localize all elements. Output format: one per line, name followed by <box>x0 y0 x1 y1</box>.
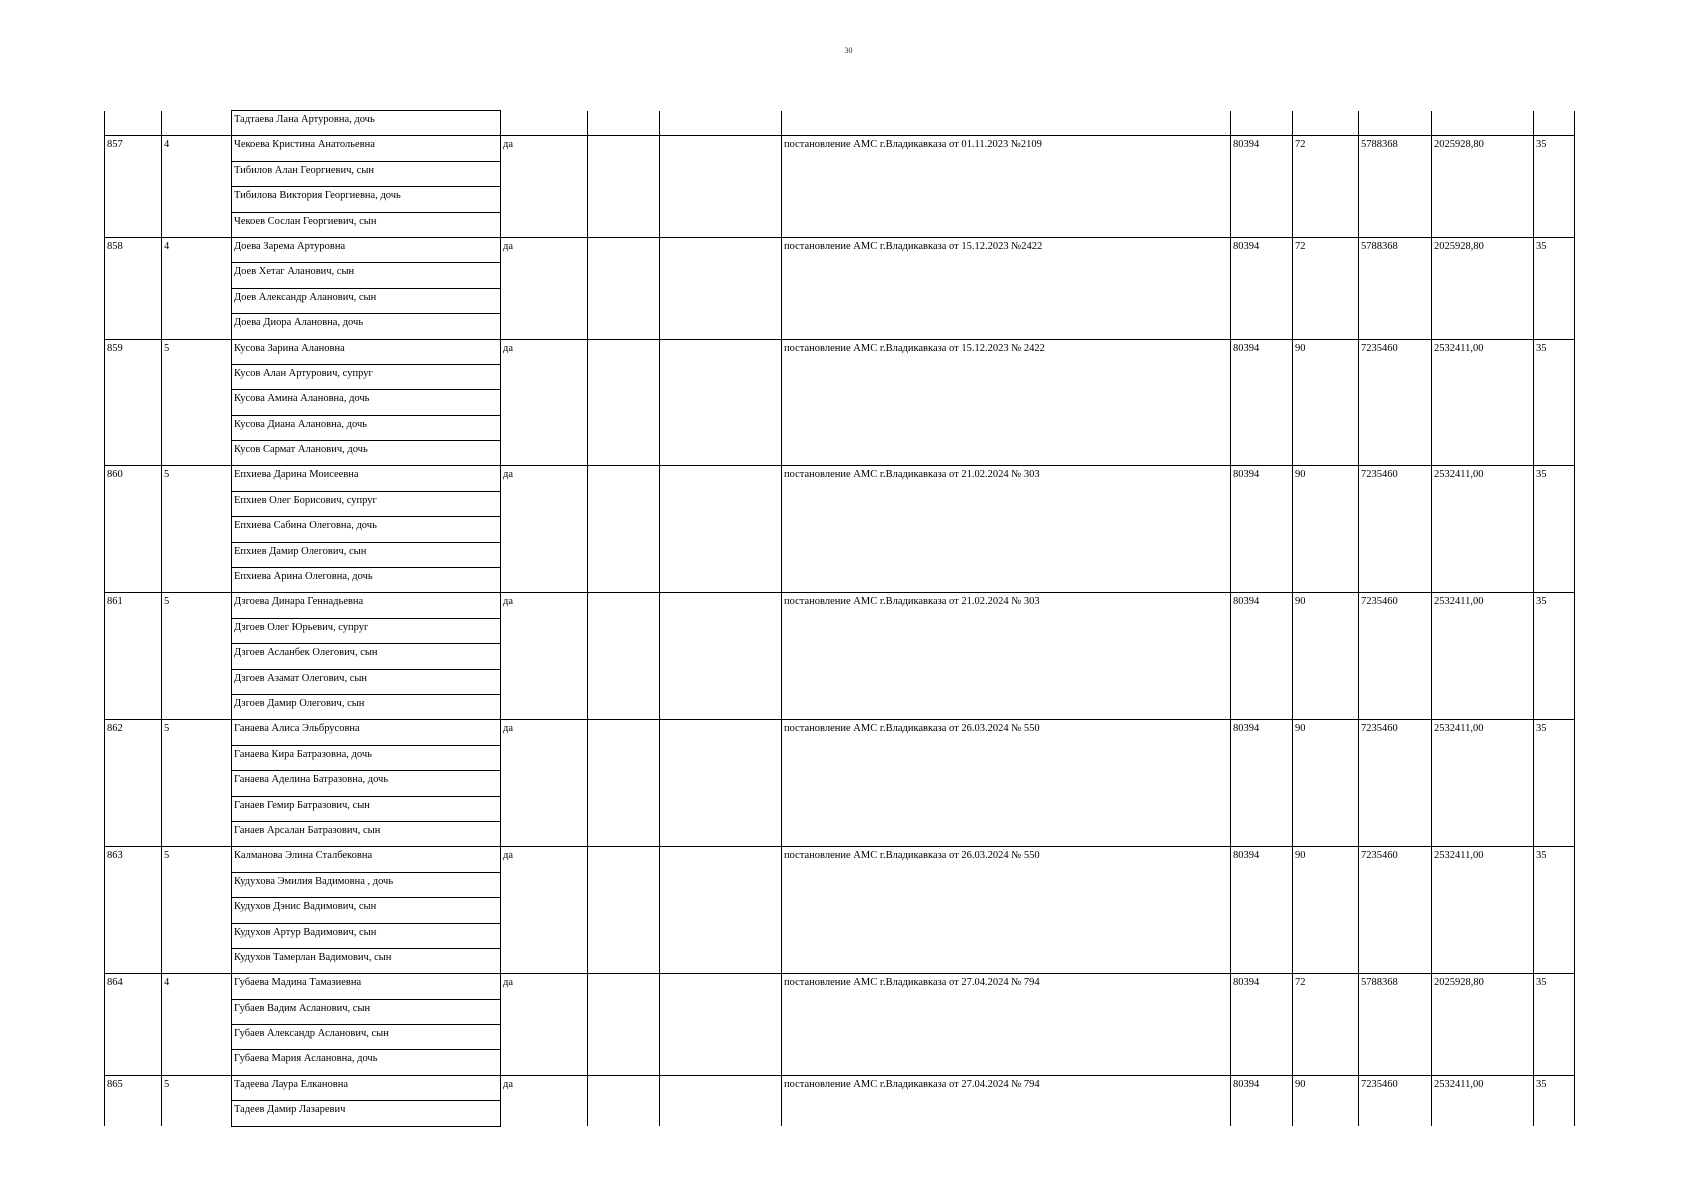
family-group-row <box>105 111 1575 136</box>
record-number: 859 <box>105 339 162 466</box>
empty-cell <box>660 974 782 1076</box>
family-size: 4 <box>162 136 232 238</box>
family-group-row <box>105 974 1575 999</box>
area-norm: 90 <box>1293 847 1359 974</box>
area-norm: 90 <box>1293 593 1359 720</box>
member-name: Доева Зарема Артуровна <box>232 237 501 262</box>
empty-cell <box>588 720 660 847</box>
family-group-row <box>105 466 1575 491</box>
basis-document: постановление АМС г.Владикавказа от 27.04.2024 № 794 <box>782 974 1231 1076</box>
agreed-status: да <box>501 720 588 847</box>
member-name: Доева Диора Алановна, дочь <box>232 314 501 339</box>
basis-document: постановление АМС г.Владикавказа от 27.04.2024 № 794 <box>782 1075 1231 1126</box>
subsidy-percent: 35 <box>1534 1075 1575 1126</box>
record-number <box>105 111 162 136</box>
family-group-row <box>105 720 1575 745</box>
basis-document <box>782 111 1231 136</box>
empty-cell <box>588 1075 660 1126</box>
basis-document: постановление АМС г.Владикавказа от 26.03.2024 № 550 <box>782 847 1231 974</box>
empty-cell <box>588 111 660 136</box>
member-name: Кудухова Эмилия Вадимовна , дочь <box>232 872 501 897</box>
area-norm: 72 <box>1293 974 1359 1076</box>
basis-document: постановление АМС г.Владикавказа от 21.02.2024 № 303 <box>782 593 1231 720</box>
empty-cell <box>588 847 660 974</box>
member-name: Кусова Зарина Алановна <box>232 339 501 364</box>
subsidy-percent: 35 <box>1534 466 1575 593</box>
family-size: 4 <box>162 974 232 1076</box>
record-number: 865 <box>105 1075 162 1126</box>
member-name: Ганаева Кира Батразовна, дочь <box>232 745 501 770</box>
subsidy-percent: 35 <box>1534 847 1575 974</box>
record-number: 858 <box>105 237 162 339</box>
family-size: 5 <box>162 1075 232 1126</box>
record-number: 862 <box>105 720 162 847</box>
agreed-status <box>501 111 588 136</box>
member-name: Чекоев Сослан Георгиевич, сын <box>232 212 501 237</box>
family-size <box>162 111 232 136</box>
agreed-status: да <box>501 136 588 238</box>
record-number: 861 <box>105 593 162 720</box>
empty-cell <box>660 136 782 238</box>
member-name: Губаева Мария Аслановна, дочь <box>232 1050 501 1075</box>
subsidy-percent: 35 <box>1534 593 1575 720</box>
member-name: Ганаева Аделина Батразовна, дочь <box>232 771 501 796</box>
agreed-status: да <box>501 974 588 1076</box>
member-name: Дзгоев Олег Юрьевич, супруг <box>232 618 501 643</box>
empty-cell <box>660 1075 782 1126</box>
agreed-status: да <box>501 339 588 466</box>
empty-cell <box>588 974 660 1076</box>
agreed-status: да <box>501 466 588 593</box>
member-name: Доев Александр Аланович, сын <box>232 288 501 313</box>
area-norm: 90 <box>1293 720 1359 847</box>
family-group-row <box>105 1075 1575 1100</box>
member-name: Епхиева Сабина Олеговна, дочь <box>232 517 501 542</box>
cost-per-sqm: 80394 <box>1231 593 1293 720</box>
member-name: Тадеева Лаура Елкановна <box>232 1075 501 1100</box>
family-size: 5 <box>162 339 232 466</box>
cost-per-sqm: 80394 <box>1231 466 1293 593</box>
area-norm: 90 <box>1293 339 1359 466</box>
basis-document: постановление АМС г.Владикавказа от 15.12.2023 №2422 <box>782 237 1231 339</box>
member-name: Кусов Сармат Аланович, дочь <box>232 441 501 466</box>
area-norm: 90 <box>1293 1075 1359 1126</box>
subsidy-amount: 2532411,00 <box>1432 1075 1534 1126</box>
member-name: Кудухов Артур Вадимович, сын <box>232 923 501 948</box>
empty-cell <box>660 111 782 136</box>
record-number: 860 <box>105 466 162 593</box>
member-name: Кудухов Дэнис Вадимович, сын <box>232 898 501 923</box>
record-number: 857 <box>105 136 162 238</box>
member-name: Епхиев Дамир Олегович, сын <box>232 542 501 567</box>
empty-cell <box>660 720 782 847</box>
member-name: Епхиева Арина Олеговна, дочь <box>232 568 501 593</box>
cost-per-sqm: 80394 <box>1231 1075 1293 1126</box>
area-norm: 72 <box>1293 136 1359 238</box>
record-number: 864 <box>105 974 162 1076</box>
total-cost: 7235460 <box>1359 339 1432 466</box>
empty-cell <box>660 847 782 974</box>
beneficiary-table <box>104 110 1575 1127</box>
subsidy-amount: 2025928,80 <box>1432 136 1534 238</box>
total-cost: 5788368 <box>1359 237 1432 339</box>
empty-cell <box>660 237 782 339</box>
cost-per-sqm: 80394 <box>1231 974 1293 1076</box>
family-size: 5 <box>162 847 232 974</box>
empty-cell <box>588 593 660 720</box>
area-norm <box>1293 111 1359 136</box>
agreed-status: да <box>501 593 588 720</box>
total-cost <box>1359 111 1432 136</box>
member-name: Губаев Александр Асланович, сын <box>232 1025 501 1050</box>
total-cost: 7235460 <box>1359 466 1432 593</box>
agreed-status: да <box>501 237 588 339</box>
subsidy-percent: 35 <box>1534 136 1575 238</box>
member-name: Доев Хетаг Аланович, сын <box>232 263 501 288</box>
cost-per-sqm: 80394 <box>1231 237 1293 339</box>
empty-cell <box>588 237 660 339</box>
member-name: Ганаева Алиса Эльбрусовна <box>232 720 501 745</box>
empty-cell <box>588 339 660 466</box>
subsidy-percent: 35 <box>1534 974 1575 1076</box>
member-name: Тадтаева Лана Артуровна, дочь <box>232 111 501 136</box>
member-name: Кусова Амина Алановна, дочь <box>232 390 501 415</box>
empty-cell <box>660 593 782 720</box>
total-cost: 7235460 <box>1359 593 1432 720</box>
member-name: Калманова Элина Сталбековна <box>232 847 501 872</box>
empty-cell <box>588 136 660 238</box>
member-name: Епхиева Дарина Моисеевна <box>232 466 501 491</box>
cost-per-sqm <box>1231 111 1293 136</box>
member-name: Ганаев Гемир Батразович, сын <box>232 796 501 821</box>
total-cost: 7235460 <box>1359 847 1432 974</box>
member-name: Губаев Вадим Асланович, сын <box>232 999 501 1024</box>
member-name: Тадеев Дамир Лазаревич <box>232 1101 501 1126</box>
area-norm: 90 <box>1293 466 1359 593</box>
member-name: Кусова Диана Алановна, дочь <box>232 415 501 440</box>
basis-document: постановление АМС г.Владикавказа от 21.02.2024 № 303 <box>782 466 1231 593</box>
subsidy-amount: 2532411,00 <box>1432 593 1534 720</box>
family-group-row <box>105 593 1575 618</box>
member-name: Чекоева Кристина Анатольевна <box>232 136 501 161</box>
member-name: Кудухов Тамерлан Вадимович, сын <box>232 948 501 973</box>
total-cost: 5788368 <box>1359 136 1432 238</box>
family-group-row <box>105 136 1575 161</box>
subsidy-amount: 2532411,00 <box>1432 339 1534 466</box>
subsidy-amount <box>1432 111 1534 136</box>
subsidy-amount: 2532411,00 <box>1432 466 1534 593</box>
page-number: 30 <box>844 46 853 55</box>
member-name: Тибилова Виктория Георгиевна, дочь <box>232 187 501 212</box>
basis-document: постановление АМС г.Владикавказа от 01.11.2023 №2109 <box>782 136 1231 238</box>
cost-per-sqm: 80394 <box>1231 339 1293 466</box>
subsidy-amount: 2025928,80 <box>1432 974 1534 1076</box>
family-group-row <box>105 339 1575 364</box>
subsidy-percent <box>1534 111 1575 136</box>
empty-cell <box>588 466 660 593</box>
family-size: 5 <box>162 593 232 720</box>
member-name: Дзгоева Динара Геннадьевна <box>232 593 501 618</box>
family-group-row <box>105 847 1575 872</box>
table-body <box>105 111 1575 1127</box>
agreed-status: да <box>501 1075 588 1126</box>
member-name: Дзгоев Дамир Олегович, сын <box>232 694 501 719</box>
total-cost: 7235460 <box>1359 1075 1432 1126</box>
total-cost: 7235460 <box>1359 720 1432 847</box>
empty-cell <box>660 466 782 593</box>
subsidy-amount: 2532411,00 <box>1432 847 1534 974</box>
total-cost: 5788368 <box>1359 974 1432 1076</box>
family-group-row <box>105 237 1575 262</box>
cost-per-sqm: 80394 <box>1231 720 1293 847</box>
member-name: Губаева Мадина Тамазиевна <box>232 974 501 999</box>
cost-per-sqm: 80394 <box>1231 847 1293 974</box>
member-name: Тибилов Алан Георгиевич, сын <box>232 161 501 186</box>
member-name: Дзгоев Азамат Олегович, сын <box>232 669 501 694</box>
basis-document: постановление АМС г.Владикавказа от 26.03.2024 № 550 <box>782 720 1231 847</box>
subsidy-amount: 2532411,00 <box>1432 720 1534 847</box>
basis-document: постановление АМС г.Владикавказа от 15.12.2023 № 2422 <box>782 339 1231 466</box>
record-number: 863 <box>105 847 162 974</box>
cost-per-sqm: 80394 <box>1231 136 1293 238</box>
empty-cell <box>660 339 782 466</box>
subsidy-percent: 35 <box>1534 720 1575 847</box>
member-name: Епхиев Олег Борисович, супруг <box>232 491 501 516</box>
member-name: Кусов Алан Артурович, супруг <box>232 364 501 389</box>
member-name: Дзгоев Асланбек Олегович, сын <box>232 644 501 669</box>
family-size: 4 <box>162 237 232 339</box>
agreed-status: да <box>501 847 588 974</box>
subsidy-amount: 2025928,80 <box>1432 237 1534 339</box>
family-size: 5 <box>162 466 232 593</box>
member-name: Ганаев Арсалан Батразович, сын <box>232 821 501 846</box>
family-size: 5 <box>162 720 232 847</box>
area-norm: 72 <box>1293 237 1359 339</box>
subsidy-percent: 35 <box>1534 339 1575 466</box>
subsidy-percent: 35 <box>1534 237 1575 339</box>
